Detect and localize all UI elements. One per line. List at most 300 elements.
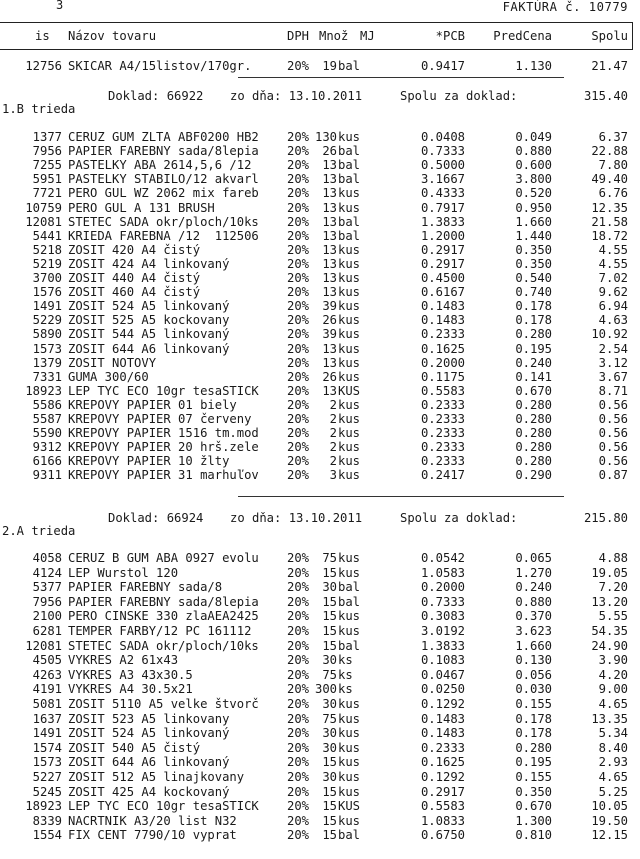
item-sum: 21.58 bbox=[591, 214, 628, 229]
item-pcb: 0.1292 bbox=[420, 697, 465, 711]
item-name: ZOSIT 424 A4 linkovaný bbox=[68, 256, 230, 271]
item-name: ZOSIT 540 A5 čistý bbox=[68, 740, 201, 755]
item-price: 1.660 bbox=[515, 214, 552, 229]
item-pcb: 0.2333 bbox=[420, 740, 465, 755]
item-sum: 49.40 bbox=[591, 172, 628, 187]
table-row bbox=[0, 271, 640, 285]
item-pcb: 0.5583 bbox=[420, 799, 465, 814]
item-dph: 20% bbox=[287, 412, 310, 426]
item-qty: 13 bbox=[322, 271, 337, 285]
item-price: 0.280 bbox=[515, 327, 552, 342]
item-unit: kus bbox=[338, 565, 361, 580]
item-unit: bal bbox=[338, 228, 361, 243]
item-unit: bal bbox=[338, 172, 361, 187]
table-row bbox=[0, 201, 640, 215]
document-date: zo dňa: 13.10.2011 bbox=[230, 89, 363, 103]
item-dph: 20% bbox=[287, 369, 310, 384]
item-name: PERO GUL A 131 BRUSH bbox=[68, 200, 215, 215]
item-price: 0.810 bbox=[515, 828, 552, 843]
table-row bbox=[0, 697, 640, 711]
item-code: 5229 bbox=[32, 313, 62, 328]
document-number: Doklad: 66924 bbox=[108, 511, 204, 525]
item-pcb: 3.0192 bbox=[420, 624, 465, 638]
document-date: zo dňa: 13.10.2011 bbox=[230, 511, 363, 525]
item-code: 1554 bbox=[32, 828, 62, 843]
item-pcb: 0.1625 bbox=[420, 341, 465, 356]
item-price: 0.950 bbox=[515, 200, 552, 215]
item-price: 0.670 bbox=[515, 799, 552, 814]
item-unit: kus bbox=[338, 313, 361, 328]
item-name: ZOSIT NOTOVY bbox=[68, 355, 157, 370]
item-qty: 26 bbox=[322, 144, 337, 159]
table-row bbox=[0, 726, 640, 740]
item-name: NACRTNIK A3/20 list N32 bbox=[68, 813, 237, 828]
item-unit: bal bbox=[338, 59, 361, 73]
item-code: 5377 bbox=[32, 580, 62, 595]
item-name: KREPOVY PAPIER 31 marhuľov bbox=[68, 468, 259, 483]
item-unit: kus bbox=[338, 369, 361, 384]
item-sum: 4.88 bbox=[598, 551, 628, 565]
item-dph: 20% bbox=[287, 228, 310, 243]
item-unit: bal bbox=[338, 594, 361, 609]
item-name: PERO CINSKE 330 zlaAEA2425 bbox=[68, 609, 259, 624]
item-name: KREPOVY PAPIER 10 žlty bbox=[68, 454, 230, 469]
item-dph: 20% bbox=[287, 726, 310, 741]
item-unit: kus bbox=[338, 711, 361, 726]
item-price: 0.130 bbox=[515, 653, 552, 668]
table-row bbox=[0, 130, 640, 144]
item-dph: 20% bbox=[287, 214, 310, 229]
table-row bbox=[0, 158, 640, 172]
item-dph: 20% bbox=[287, 426, 310, 441]
item-dph: 20% bbox=[287, 667, 310, 682]
item-price: 0.155 bbox=[515, 770, 552, 784]
item-qty: 13 bbox=[322, 341, 337, 356]
item-unit: kus bbox=[338, 186, 361, 201]
item-pcb: 0.2333 bbox=[420, 454, 465, 469]
item-pcb: 0.2917 bbox=[420, 784, 465, 799]
item-dph: 20% bbox=[287, 580, 310, 595]
item-code: 18923 bbox=[25, 383, 62, 398]
item-qty: 13 bbox=[322, 186, 337, 201]
col-sum-header: Spolu bbox=[591, 29, 628, 43]
item-unit: kus bbox=[338, 426, 361, 441]
item-price: 0.030 bbox=[515, 682, 552, 697]
item-name: ZOSIT 5110 A5 velke štvorč bbox=[68, 697, 259, 711]
item-code: 1637 bbox=[32, 711, 62, 726]
item-sum: 10.92 bbox=[591, 327, 628, 342]
item-code: 1377 bbox=[32, 130, 62, 144]
item-sum: 54.35 bbox=[591, 624, 628, 638]
item-name: PASTELKY STABILO/12 akvarl bbox=[68, 172, 259, 187]
item-unit: kus bbox=[338, 397, 361, 412]
item-sum: 5.25 bbox=[598, 784, 628, 799]
item-qty: 75 bbox=[322, 551, 337, 565]
item-price: 0.520 bbox=[515, 186, 552, 201]
item-price: 0.290 bbox=[515, 468, 552, 483]
item-sum: 7.20 bbox=[598, 580, 628, 595]
item-unit: kus bbox=[338, 355, 361, 370]
item-unit: kus bbox=[338, 200, 361, 215]
table-row bbox=[0, 468, 640, 482]
item-unit: kus bbox=[338, 256, 361, 271]
table-row bbox=[0, 668, 640, 682]
item-price: 0.280 bbox=[515, 426, 552, 441]
item-unit: kus bbox=[338, 412, 361, 426]
item-pcb: 0.1483 bbox=[420, 299, 465, 314]
item-pcb: 0.6167 bbox=[420, 285, 465, 300]
table-row bbox=[0, 257, 640, 271]
table-row bbox=[0, 440, 640, 454]
item-qty: 19 bbox=[322, 59, 337, 73]
item-price: 3.800 bbox=[515, 172, 552, 187]
table-row bbox=[0, 785, 640, 799]
item-name: ZOSIT 644 A6 linkovaný bbox=[68, 341, 230, 356]
item-qty: 13 bbox=[322, 383, 337, 398]
item-name: ZOSIT 524 A5 linkovaný bbox=[68, 299, 230, 314]
item-qty: 13 bbox=[322, 285, 337, 300]
item-qty: 13 bbox=[322, 256, 337, 271]
item-code: 7255 bbox=[32, 158, 62, 173]
item-sum: 21.47 bbox=[591, 59, 628, 73]
item-sum: 22.88 bbox=[591, 144, 628, 159]
item-pcb: 0.4333 bbox=[420, 186, 465, 201]
item-dph: 20% bbox=[287, 551, 310, 565]
col-mj-header: MJ bbox=[360, 29, 375, 43]
table-row bbox=[0, 609, 640, 623]
item-code: 7956 bbox=[32, 594, 62, 609]
item-name: ZOSIT 544 A5 linkovaný bbox=[68, 327, 230, 342]
item-unit: kus bbox=[338, 440, 361, 455]
item-sum: 0.56 bbox=[598, 454, 628, 469]
table-row bbox=[0, 712, 640, 726]
item-dph: 20% bbox=[287, 454, 310, 469]
item-name: ZOSIT 525 A5 kockovany bbox=[68, 313, 230, 328]
item-code: 9311 bbox=[32, 468, 62, 483]
item-sum: 4.20 bbox=[598, 667, 628, 682]
item-sum: 13.35 bbox=[591, 711, 628, 726]
item-dph: 20% bbox=[287, 624, 310, 638]
item-pcb: 0.2917 bbox=[420, 242, 465, 257]
item-sum: 4.55 bbox=[598, 242, 628, 257]
item-unit: kus bbox=[338, 299, 361, 314]
item-sum: 2.54 bbox=[598, 341, 628, 356]
item-code: 4124 bbox=[32, 565, 62, 580]
table-row bbox=[0, 741, 640, 755]
table-row bbox=[0, 653, 640, 667]
item-pcb: 0.2000 bbox=[420, 355, 465, 370]
item-qty: 3 bbox=[329, 468, 337, 483]
item-name: ZOSIT 644 A6 linkovaný bbox=[68, 755, 230, 770]
item-sum: 6.94 bbox=[598, 299, 628, 314]
table-row bbox=[0, 144, 640, 158]
item-price: 0.240 bbox=[515, 580, 552, 595]
item-pcb: 1.0583 bbox=[420, 565, 465, 580]
item-sum: 0.56 bbox=[598, 397, 628, 412]
item-price: 0.155 bbox=[515, 697, 552, 711]
item-price: 0.195 bbox=[515, 341, 552, 356]
table-row bbox=[0, 799, 640, 813]
col-qty-header: Množ bbox=[319, 29, 349, 43]
item-pcb: 0.2333 bbox=[420, 327, 465, 342]
item-dph: 20% bbox=[287, 770, 310, 784]
item-qty: 2 bbox=[329, 397, 337, 412]
item-unit: kus bbox=[338, 784, 361, 799]
item-sum: 19.50 bbox=[591, 813, 628, 828]
item-code: 1574 bbox=[32, 740, 62, 755]
table-row bbox=[0, 285, 640, 299]
item-code: 5587 bbox=[32, 412, 62, 426]
item-name: STETEC SADA okr/ploch/10ks bbox=[68, 214, 259, 229]
item-name: PERO GUL WZ 2062 mix fareb bbox=[68, 186, 259, 201]
item-dph: 20% bbox=[287, 158, 310, 173]
item-dph: 20% bbox=[287, 200, 310, 215]
item-sum: 24.90 bbox=[591, 638, 628, 653]
item-price: 0.540 bbox=[515, 271, 552, 285]
item-sum: 9.00 bbox=[598, 682, 628, 697]
item-price: 0.141 bbox=[515, 369, 552, 384]
item-name: KREPOVY PAPIER 07 červeny bbox=[68, 412, 252, 426]
item-code: 8339 bbox=[32, 813, 62, 828]
item-price: 0.600 bbox=[515, 158, 552, 173]
item-name: PAPIER FAREBNY sada/8lepia bbox=[68, 594, 259, 609]
item-unit: kus bbox=[338, 551, 361, 565]
item-code: 5951 bbox=[32, 172, 62, 187]
item-sum: 3.90 bbox=[598, 653, 628, 668]
item-dph: 20% bbox=[287, 711, 310, 726]
item-code: 18923 bbox=[25, 799, 62, 814]
item-unit: kus bbox=[338, 327, 361, 342]
item-price: 0.740 bbox=[515, 285, 552, 300]
document-total: 215.80 bbox=[583, 511, 628, 525]
item-price: 0.670 bbox=[515, 383, 552, 398]
table-row bbox=[0, 426, 640, 440]
col-pcb-header: *PCB bbox=[435, 29, 465, 43]
item-price: 0.056 bbox=[515, 667, 552, 682]
item-price: 0.178 bbox=[515, 313, 552, 328]
document-summary-2 bbox=[0, 511, 640, 525]
item-pcb: 0.2333 bbox=[420, 426, 465, 441]
item-name: LEP Wurstol 120 bbox=[68, 565, 179, 580]
item-name: PASTELKY ABA 2614,5,6 /12 bbox=[68, 158, 252, 173]
item-dph: 20% bbox=[287, 740, 310, 755]
document-total: 315.40 bbox=[583, 89, 628, 103]
table-row bbox=[0, 384, 640, 398]
item-price: 0.240 bbox=[515, 355, 552, 370]
table-row bbox=[0, 229, 640, 243]
table-row bbox=[0, 59, 640, 73]
item-price: 1.130 bbox=[515, 59, 552, 73]
item-price: 1.660 bbox=[515, 638, 552, 653]
item-code: 7956 bbox=[32, 144, 62, 159]
item-price: 0.350 bbox=[515, 784, 552, 799]
item-unit: bal bbox=[338, 828, 361, 843]
item-qty: 13 bbox=[322, 158, 337, 173]
item-name: KREPOVY PAPIER 1516 tm.mod bbox=[68, 426, 259, 441]
item-name: ZOSIT 440 A4 čistý bbox=[68, 271, 201, 285]
item-pcb: 0.1483 bbox=[420, 711, 465, 726]
item-pcb: 0.0250 bbox=[420, 682, 465, 697]
item-pcb: 0.9417 bbox=[420, 59, 465, 73]
table-row bbox=[0, 243, 640, 257]
item-pcb: 0.5583 bbox=[420, 383, 465, 398]
item-code: 5081 bbox=[32, 697, 62, 711]
item-price: 0.280 bbox=[515, 412, 552, 426]
item-price: 0.350 bbox=[515, 256, 552, 271]
item-name: ZOSIT 524 A5 linkovaný bbox=[68, 726, 230, 741]
item-unit: bal bbox=[338, 158, 361, 173]
table-row bbox=[0, 814, 640, 828]
item-pcb: 0.6750 bbox=[420, 828, 465, 843]
item-code: 6166 bbox=[32, 454, 62, 469]
item-price: 0.280 bbox=[515, 397, 552, 412]
item-pcb: 0.2333 bbox=[420, 397, 465, 412]
section-heading-2 bbox=[0, 524, 640, 538]
item-sum: 9.62 bbox=[598, 285, 628, 300]
item-dph: 20% bbox=[287, 327, 310, 342]
item-price: 0.178 bbox=[515, 711, 552, 726]
item-code: 7721 bbox=[32, 186, 62, 201]
item-unit: KUS bbox=[338, 383, 361, 398]
item-qty: 130 bbox=[314, 130, 337, 144]
item-dph: 20% bbox=[287, 682, 310, 697]
item-sum: 5.55 bbox=[598, 609, 628, 624]
item-sum: 0.56 bbox=[598, 440, 628, 455]
table-row bbox=[0, 356, 640, 370]
item-code: 5441 bbox=[32, 228, 62, 243]
item-dph: 20% bbox=[287, 653, 310, 668]
table-row bbox=[0, 412, 640, 426]
col-pred-header: PredCena bbox=[493, 29, 552, 43]
item-sum: 0.56 bbox=[598, 412, 628, 426]
item-price: 0.350 bbox=[515, 242, 552, 257]
item-qty: 30 bbox=[322, 726, 337, 741]
item-qty: 13 bbox=[322, 355, 337, 370]
table-row bbox=[0, 639, 640, 653]
col-code-header: is bbox=[35, 29, 50, 43]
item-qty: 15 bbox=[322, 609, 337, 624]
item-dph: 20% bbox=[287, 397, 310, 412]
item-name: ZOSIT 523 A5 linkovany bbox=[68, 711, 230, 726]
item-qty: 15 bbox=[322, 565, 337, 580]
item-price: 1.440 bbox=[515, 228, 552, 243]
item-code: 5219 bbox=[32, 256, 62, 271]
item-sum: 4.55 bbox=[598, 256, 628, 271]
item-dph: 20% bbox=[287, 813, 310, 828]
section-title: 2.A trieda bbox=[2, 524, 76, 538]
item-pcb: 0.0408 bbox=[420, 130, 465, 144]
item-pcb: 0.3083 bbox=[420, 609, 465, 624]
table-row bbox=[0, 828, 640, 842]
item-price: 0.280 bbox=[515, 454, 552, 469]
item-qty: 13 bbox=[322, 214, 337, 229]
item-qty: 75 bbox=[322, 667, 337, 682]
table-row bbox=[0, 327, 640, 341]
page-mark: 3 bbox=[56, 0, 64, 12]
item-dph: 20% bbox=[287, 784, 310, 799]
item-unit: kus bbox=[338, 726, 361, 741]
item-unit: bal bbox=[338, 144, 361, 159]
item-sum: 4.63 bbox=[598, 313, 628, 328]
item-name: VYKRES A4 30.5x21 bbox=[68, 682, 193, 697]
table-row bbox=[0, 370, 640, 384]
item-unit: kus bbox=[338, 468, 361, 483]
item-sum: 12.35 bbox=[591, 200, 628, 215]
item-qty: 13 bbox=[322, 242, 337, 257]
item-sum: 13.20 bbox=[591, 594, 628, 609]
item-qty: 13 bbox=[322, 172, 337, 187]
item-name: STETEC SADA okr/ploch/10ks bbox=[68, 638, 259, 653]
item-unit: kus bbox=[338, 130, 361, 144]
item-qty: 30 bbox=[322, 770, 337, 784]
item-price: 1.270 bbox=[515, 565, 552, 580]
item-dph: 20% bbox=[287, 697, 310, 711]
item-sum: 6.76 bbox=[598, 186, 628, 201]
item-qty: 30 bbox=[322, 740, 337, 755]
item-unit: kus bbox=[338, 813, 361, 828]
item-pcb: 0.1483 bbox=[420, 313, 465, 328]
item-pcb: 0.7333 bbox=[420, 594, 465, 609]
item-sum: 3.12 bbox=[598, 355, 628, 370]
item-unit: kus bbox=[338, 624, 361, 638]
item-dph: 20% bbox=[287, 755, 310, 770]
item-pcb: 1.2000 bbox=[420, 228, 465, 243]
item-sum: 19.05 bbox=[591, 565, 628, 580]
item-qty: 15 bbox=[322, 813, 337, 828]
invoice-number: FAKTÚRA č. 10779 bbox=[502, 0, 628, 14]
item-sum: 3.67 bbox=[598, 369, 628, 384]
item-qty: 39 bbox=[322, 299, 337, 314]
item-price: 0.880 bbox=[515, 594, 552, 609]
item-unit: kus bbox=[338, 609, 361, 624]
document-total-label: Spolu za doklad: bbox=[400, 89, 518, 103]
item-price: 1.300 bbox=[515, 813, 552, 828]
item-code: 12756 bbox=[25, 59, 62, 73]
item-price: 0.280 bbox=[515, 440, 552, 455]
item-code: 5590 bbox=[32, 426, 62, 441]
item-qty: 2 bbox=[329, 412, 337, 426]
item-qty: 26 bbox=[322, 313, 337, 328]
item-qty: 15 bbox=[322, 784, 337, 799]
item-name: LEP TYC ECO 10gr tesaSTICK bbox=[68, 799, 259, 814]
item-pcb: 3.1667 bbox=[420, 172, 465, 187]
document-summary-1 bbox=[0, 89, 640, 103]
item-price: 0.065 bbox=[515, 551, 552, 565]
item-dph: 20% bbox=[287, 355, 310, 370]
table-row bbox=[0, 299, 640, 313]
item-pcb: 1.3833 bbox=[420, 638, 465, 653]
section-title: 1.B trieda bbox=[2, 102, 76, 116]
item-price: 0.370 bbox=[515, 609, 552, 624]
item-name: CERUZ B GUM ABA 0927 evolu bbox=[68, 551, 259, 565]
item-unit: kus bbox=[338, 454, 361, 469]
item-code: 3700 bbox=[32, 271, 62, 285]
item-dph: 20% bbox=[287, 383, 310, 398]
item-qty: 39 bbox=[322, 327, 337, 342]
item-unit: kus bbox=[338, 285, 361, 300]
item-unit: bal bbox=[338, 638, 361, 653]
item-unit: kus bbox=[338, 341, 361, 356]
item-sum: 5.34 bbox=[598, 726, 628, 741]
item-dph: 20% bbox=[287, 172, 310, 187]
item-unit: ks bbox=[338, 653, 353, 668]
item-code: 1573 bbox=[32, 755, 62, 770]
item-dph: 20% bbox=[287, 609, 310, 624]
item-pcb: 1.3833 bbox=[420, 214, 465, 229]
table-row bbox=[0, 580, 640, 594]
item-dph: 20% bbox=[287, 271, 310, 285]
item-code: 5227 bbox=[32, 770, 62, 784]
